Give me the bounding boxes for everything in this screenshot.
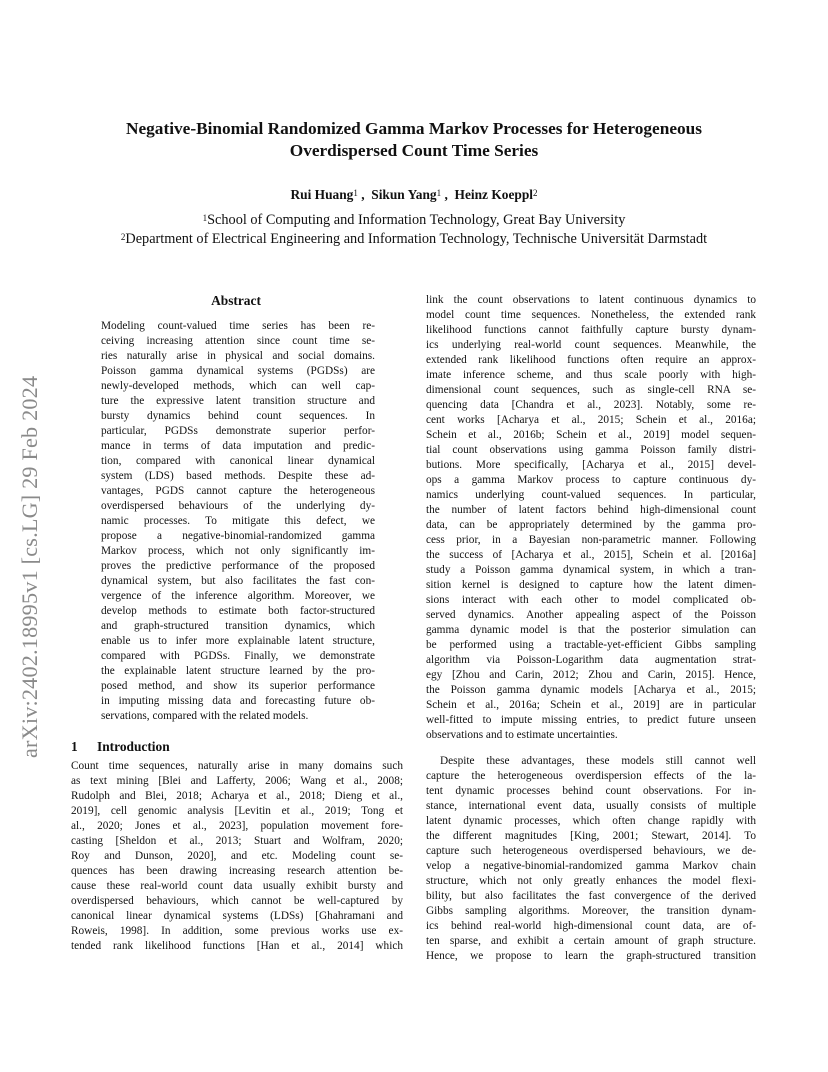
affiliation-text: School of Computing and Information Technology, Great Bay University	[207, 212, 626, 228]
text-line: 2019], cell genomic analysis [Levitin et al., 2019; Tong et	[71, 805, 403, 817]
text-line: study a Poisson gamma dynamical system, in which a tran-	[426, 564, 756, 576]
text-line: algorithm via Poisson-Logarithm data augmentation strat-	[426, 654, 756, 666]
affiliation-text: Department of Electrical Engineering and Information Technology, Technische Universität Darmstadt	[125, 231, 708, 247]
paper-title	[70, 118, 758, 162]
text-line: cess prior, in a Bayesian non-parametric manner. Following	[426, 534, 756, 546]
text-line: served dynamics. Another appealing aspect of the Poisson	[426, 609, 756, 621]
text-line: the number of latent factors behind high-dimensional count	[426, 504, 756, 516]
author-affiliation-mark: 1	[353, 188, 358, 198]
author-name: Rui Huang	[290, 187, 354, 202]
paragraph-gap	[426, 743, 756, 754]
text-line: bility, but also facilitates the fast convergence of the derived	[426, 890, 756, 902]
section-title: Introduction	[97, 739, 170, 754]
author-affiliation-mark: 2	[533, 188, 538, 198]
text-line: be performed using a tractable-yet-efficient Gibbs sampling	[426, 639, 756, 651]
text-line: overdispersed behaviours, which cannot be well-captured by	[71, 895, 403, 907]
text-line: quences has been drawing increasing research attention be-	[71, 865, 403, 877]
text-line: mance in terms of data imputation and predic-	[101, 440, 375, 452]
text-line: al., 2020; Jones et al., 2023], population movement fore-	[71, 820, 403, 832]
text-line: overdispersed behaviours of the underlying dy-	[101, 500, 375, 512]
text-line: Despite these advantages, these models still cannot well	[440, 755, 756, 767]
text-line: cause these real-world count data usually exhibit bursty and	[71, 880, 403, 892]
text-line: in imputing missing data and forecasting future ob-	[101, 695, 375, 707]
arxiv-identifier	[16, 288, 44, 760]
text-line: velop a negative-binomial-randomized gamma Markov chain	[426, 860, 756, 872]
text-line: namic processes. To mitigate this defect, we	[101, 515, 375, 527]
text-line: sions interact with each other to model complicated ob-	[426, 594, 756, 606]
text-line: well-fitted to impute missing entries, to predict future unseen	[426, 714, 756, 726]
affiliation-mark: 2	[120, 232, 126, 242]
text-line: propose a negative-binomial-randomized gamma	[101, 530, 375, 542]
text-line: data, can be appropriately determined by the gamma pro-	[426, 519, 756, 531]
text-line: ops a gamma Markov process to capture continuous dy-	[426, 474, 756, 486]
paper-title-line: Overdispersed Count Time Series	[289, 141, 539, 160]
text-line: tion, compared with canonical linear dynamical	[101, 455, 375, 467]
text-line: vantages, PGDS cannot capture the heterogeneous	[101, 485, 375, 497]
introduction-body	[71, 759, 403, 954]
affiliation	[60, 230, 768, 248]
text-line: proves the predictive performance of the proposed	[101, 560, 375, 572]
text-line: latent dynamic processes, which often change rapidly with	[426, 815, 756, 827]
text-line: bursty dynamics behind count sequences. In	[101, 410, 375, 422]
text-line: capture the heterogeneous overdispersion effects of the la-	[426, 770, 756, 782]
text-line: model count time sequences. Nonetheless, the extended rank	[426, 309, 756, 321]
text-line: as text mining [Blei and Lafferty, 2006; Wang et al., 2008;	[71, 775, 403, 787]
paper-title-line: Negative-Binomial Randomized Gamma Markov Processes for Heterogeneous	[126, 119, 702, 138]
abstract-heading: Abstract	[211, 293, 261, 308]
text-line: Hence, we propose to learn the graph-structured transition	[426, 950, 756, 962]
text-line: particular, PGDSs demonstrate superior perfor-	[101, 425, 375, 437]
text-line: the different magnitudes [King, 2001; Stewart, 2014]. To	[426, 830, 756, 842]
section-number: 1	[71, 739, 78, 754]
text-line: Schein et al., 2016a; Schein et al., 2019] are in particular	[426, 699, 756, 711]
text-line: system (LDS) based methods. Despite these ad-	[101, 470, 375, 482]
text-line: ics behind real-world high-dimensional count data, are of-	[426, 920, 756, 932]
text-line: Markov process, which not only significantly im-	[101, 545, 375, 557]
text-line: Modeling count-valued time series has been re-	[101, 320, 375, 332]
text-line: develop methods to estimate both factor-structured	[101, 605, 375, 617]
text-line: stance, international event data, usually consists of multiple	[426, 800, 756, 812]
text-line: capture such heterogeneous overdispersed behaviours, we de-	[426, 845, 756, 857]
arxiv-identifier-text: arXiv:2402.18995v1 [cs.LG] 29 Feb 2024	[17, 375, 42, 758]
text-line: extended rank likelihood functions often require an approx-	[426, 354, 756, 366]
section-heading	[71, 738, 170, 755]
text-line: Roy and Dunson, 2020], and etc. Modeling count se-	[71, 850, 403, 862]
text-line: Poisson gamma dynamical systems (PGDSs) are	[101, 365, 375, 377]
text-line: butions. More specifically, [Acharya et al., 2015] devel-	[426, 459, 756, 471]
text-line: Count time sequences, naturally arise in many domains such	[71, 760, 403, 772]
right-column-body	[426, 293, 756, 964]
text-line: vergence of the inference algorithm. Moreover, we	[101, 590, 375, 602]
text-line: sition kernel is designed to capture how the latent dimen-	[426, 579, 756, 591]
text-line: enable us to infer more explainable latent structure,	[101, 635, 375, 647]
text-line: and graph-structured transition dynamics, which	[101, 620, 375, 632]
author-affiliation-mark: 1	[436, 188, 442, 198]
text-line: tent dynamic processes behind count observations. For in-	[426, 785, 756, 797]
affiliation	[60, 211, 768, 229]
text-line: gamma dynamic model is that the posterior simulation can	[426, 624, 756, 636]
text-line: compared with PGDSs. Finally, we demonstrate	[101, 650, 375, 662]
text-line: imate inference scheme, and thus scale poorly with high-	[426, 369, 756, 381]
author-name: Sikun Yang	[371, 187, 437, 202]
text-line: structure, which not only greatly enhances the model flexi-	[426, 875, 756, 887]
text-line: namics underlying count-valued sequences. In particular,	[426, 489, 756, 501]
text-line: ries naturally arise in physical and social domains.	[101, 350, 375, 362]
text-line: casting [Sheldon et al., 2013; Stuart and Wolfram, 2020;	[71, 835, 403, 847]
text-line: tial count observations using gamma Poisson family distri-	[426, 444, 756, 456]
text-line: ten sparse, and exhibit a certain amount of graph structure.	[426, 935, 756, 947]
text-line: ceiving increasing attention since count time se-	[101, 335, 375, 347]
text-line: tended rank likelihood functions [Han et al., 2014] which	[71, 940, 403, 952]
author-list: Rui Huang$^1$ , Sikun Yang$^1$ , Heinz Koeppl$^2$	[290, 187, 538, 202]
text-line: canonical linear dynamical systems (LDSs) [Ghahramani and	[71, 910, 403, 922]
text-line: Rudolph and Blei, 2018; Acharya et al., 2018; Dieng et al.,	[71, 790, 403, 802]
affiliation-mark: 1	[202, 213, 208, 223]
text-line: Gibbs sampling algorithms. Moreover, the transition dynam-	[426, 905, 756, 917]
text-line: ics underlying real-world count sequences. Meanwhile, the	[426, 339, 756, 351]
text-line: posed method, and show its superior performance	[101, 680, 375, 692]
text-line: observations and to estimate uncertainties.	[426, 729, 618, 741]
text-line: dynamical system, but also facilitates the fast con-	[101, 575, 375, 587]
text-line: link the count observations to latent continuous dynamics to	[426, 294, 756, 306]
text-line: egy [Zhou and Carin, 2012; Zhou and Carin, 2015]. Hence,	[426, 669, 756, 681]
text-line: quencing data [Chandra et al., 2023]. Notably, some re-	[426, 399, 756, 411]
text-line: newly-developed methods, which can well cap-	[101, 380, 375, 392]
text-line: Schein et al., 2016b; Schein et al., 2019] model sequen-	[426, 429, 756, 441]
author-name: Heinz Koeppl	[454, 187, 534, 202]
text-line: ture the expressive latent transition structure and	[101, 395, 375, 407]
text-line: the explainable latent structure learned by the pro-	[101, 665, 375, 677]
text-line: dimensional count sequences, such as single-cell RNA se-	[426, 384, 756, 396]
abstract-body	[101, 319, 375, 724]
text-line: servations, compared with the related models.	[101, 710, 309, 722]
text-line: the success of [Acharya et al., 2015], Schein et al. [2016a]	[426, 549, 756, 561]
text-line: Roweis, 1998]. In addition, some previous works use ex-	[71, 925, 403, 937]
text-line: likelihood functions cannot faithfully capture bursty dynam-	[426, 324, 756, 336]
text-line: cent works [Acharya et al., 2015; Schein et al., 2016a;	[426, 414, 756, 426]
text-line: the Poisson gamma dynamic models [Acharya et al., 2015;	[426, 684, 756, 696]
